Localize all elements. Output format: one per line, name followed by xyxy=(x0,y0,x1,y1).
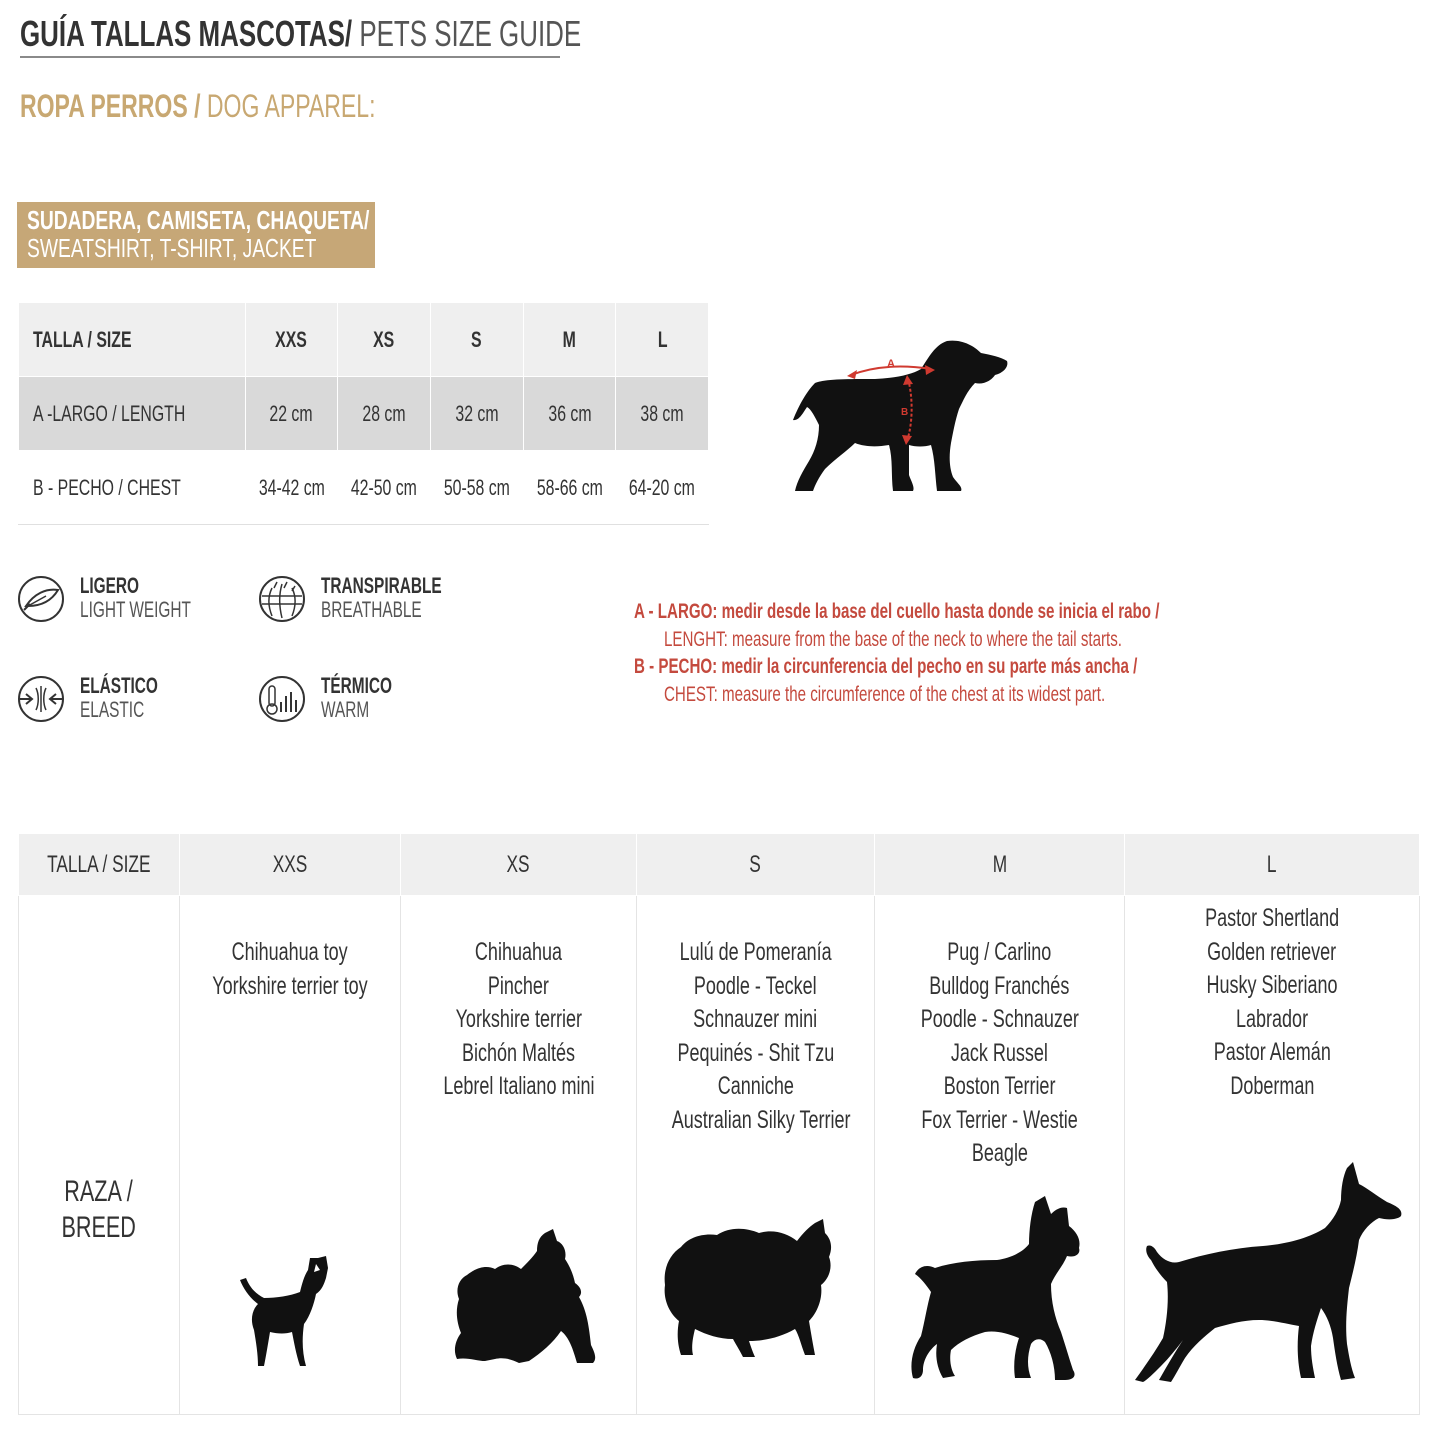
list-item: Schnauzer mini xyxy=(693,1005,818,1033)
french-bulldog-silhouette-icon xyxy=(905,1194,1095,1384)
length-m: 36 cm xyxy=(523,377,616,451)
note-length-es: A - LARGO: medir desde la base del cuello hasta donde se inicia el rabo / xyxy=(634,600,1160,623)
breed-cell-s xyxy=(637,896,875,1415)
breed-cell-xs xyxy=(401,896,637,1415)
table-row-length xyxy=(19,377,709,451)
feature-breathable-es: TRANSPIRABLE xyxy=(321,573,442,598)
length-xxs: 22 cm xyxy=(245,377,338,451)
list-item: Bulldog Franchés xyxy=(929,971,1070,1000)
feather-icon xyxy=(16,574,66,624)
list-item: Pincher xyxy=(487,971,550,1000)
product-banner-spanish: SUDADERA, CAMISETA, CHAQUETA/ xyxy=(27,205,370,235)
breed-list-m xyxy=(875,896,1124,1171)
list-item: Pequinés - Shit Tzu xyxy=(677,1038,834,1067)
breed-table-header xyxy=(19,834,1420,896)
header-size-m: M xyxy=(523,303,616,377)
feature-elastic xyxy=(16,672,246,728)
feature-breathable-en: BREATHABLE xyxy=(321,597,422,622)
header-size-s: S xyxy=(430,303,523,377)
measurement-table-header xyxy=(19,303,709,377)
list-item: Fox Terrier - Westie xyxy=(921,1105,1078,1134)
list-item: Lulú de Pomeranía xyxy=(679,938,832,966)
note-chest-es: B - PECHO: medir la circunferencia del pecho en su parte más ancha / xyxy=(634,655,1138,678)
thermometer-icon xyxy=(257,674,307,724)
list-item: Bichón Maltés xyxy=(461,1038,576,1067)
pomeranian-silhouette-icon xyxy=(663,1217,835,1362)
note-chest-en: CHEST: measure the circumference of the chest at its widest part. xyxy=(664,682,1106,706)
list-item: Lebrel Italiano mini xyxy=(442,1072,595,1100)
breed-header-xxs: XXS xyxy=(180,834,401,896)
list-item: Yorkshire terrier toy xyxy=(212,971,368,1000)
breed-cell-l xyxy=(1125,896,1420,1415)
chest-xxs: 34-42 cm xyxy=(245,451,338,525)
list-item: Australian Silky Terrier xyxy=(671,1105,851,1134)
feature-elastic-en: ELASTIC xyxy=(80,697,145,722)
row-label-length: A -LARGO / LENGTH xyxy=(19,377,246,451)
chest-xs: 42-50 cm xyxy=(338,451,431,525)
feature-breathable xyxy=(257,572,487,628)
title-spanish: GUÍA TALLAS MASCOTAS/ xyxy=(20,13,353,54)
list-item: Doberman xyxy=(1229,1071,1315,1100)
feature-light-weight-es: LIGERO xyxy=(80,573,140,598)
list-item: Pastor Shertland xyxy=(1204,904,1340,932)
list-item: Poodle - Schnauzer xyxy=(920,1005,1079,1033)
feature-elastic-es: ELÁSTICO xyxy=(80,673,158,698)
measure-label-b: B xyxy=(901,407,909,418)
list-item: Jack Russel xyxy=(950,1038,1049,1067)
breed-list-xxs xyxy=(180,896,400,1003)
list-item: Yorkshire terrier xyxy=(455,1005,582,1033)
list-item: Golden retriever xyxy=(1207,937,1337,966)
chihuahua-silhouette-icon xyxy=(230,1254,340,1374)
breed-table-row xyxy=(19,896,1420,1415)
breed-header-s: S xyxy=(637,834,875,896)
breed-header-size-label: TALLA / SIZE xyxy=(19,834,180,896)
breed-list-xs xyxy=(401,896,636,1104)
header-size-xs: XS xyxy=(338,303,431,377)
table-row-chest xyxy=(19,451,709,525)
stretch-icon xyxy=(16,674,66,724)
list-item: Canniche xyxy=(717,1072,794,1100)
product-banner xyxy=(17,202,375,268)
list-item: Husky Siberiano xyxy=(1206,971,1338,999)
breed-header-l: L xyxy=(1125,834,1420,896)
feature-warm-es: TÉRMICO xyxy=(321,673,393,698)
feature-light-weight xyxy=(16,572,246,628)
breed-cell-m xyxy=(875,896,1125,1415)
breed-list-l xyxy=(1125,896,1419,1103)
list-item: Chihuahua toy xyxy=(231,938,349,966)
length-l: 38 cm xyxy=(616,377,709,451)
header-size-xxs: XXS xyxy=(245,303,338,377)
feature-light-weight-en: LIGHT WEIGHT xyxy=(80,597,191,622)
breed-list-s xyxy=(637,896,874,1137)
feature-warm-en: WARM xyxy=(321,697,370,722)
length-s: 32 cm xyxy=(430,377,523,451)
length-xs: 28 cm xyxy=(338,377,431,451)
measure-label-a: A xyxy=(887,358,895,370)
list-item: Labrador xyxy=(1235,1004,1309,1033)
header-size-l: L xyxy=(616,303,709,377)
measure-arrow-a-head-left-icon xyxy=(847,370,857,379)
subtitle-english: DOG APPAREL: xyxy=(200,88,376,124)
breed-header-m: M xyxy=(875,834,1125,896)
breed-cell-xxs xyxy=(180,896,401,1415)
list-item: Pug / Carlino xyxy=(947,938,1052,966)
measurement-table xyxy=(18,302,709,525)
doberman-silhouette-icon xyxy=(1135,1160,1407,1388)
list-item: Beagle xyxy=(971,1139,1028,1167)
yorkshire-silhouette-icon xyxy=(455,1229,595,1363)
list-item: Boston Terrier xyxy=(943,1072,1056,1100)
row-label-chest: B - PECHO / CHEST xyxy=(19,451,246,525)
chest-l: 64-20 cm xyxy=(616,451,709,525)
page-title xyxy=(20,12,582,58)
breed-table xyxy=(18,833,1420,1415)
list-item: Pastor Alemán xyxy=(1213,1038,1331,1066)
measurement-notes xyxy=(634,598,1334,708)
chest-m: 58-66 cm xyxy=(523,451,616,525)
chest-s: 50-58 cm xyxy=(430,451,523,525)
note-length-en: LENGHT: measure from the base of the neck to where the tail starts. xyxy=(664,627,1123,651)
title-english: PETS SIZE GUIDE xyxy=(352,13,582,54)
product-banner-english: SWEATSHIRT, T-SHIRT, JACKET xyxy=(27,233,317,263)
subtitle-spanish: ROPA PERROS / xyxy=(20,88,201,124)
dog-measurement-diagram xyxy=(785,335,1025,500)
feature-warm xyxy=(257,672,487,728)
section-subtitle xyxy=(20,86,514,126)
header-size-label: TALLA / SIZE xyxy=(19,303,246,377)
breed-header-xs: XS xyxy=(401,834,637,896)
breed-row-label: RAZA / BREED xyxy=(19,896,180,1415)
breathable-icon xyxy=(257,574,307,624)
list-item: Poodle - Teckel xyxy=(694,971,817,1000)
list-item: Chihuahua xyxy=(474,938,563,966)
